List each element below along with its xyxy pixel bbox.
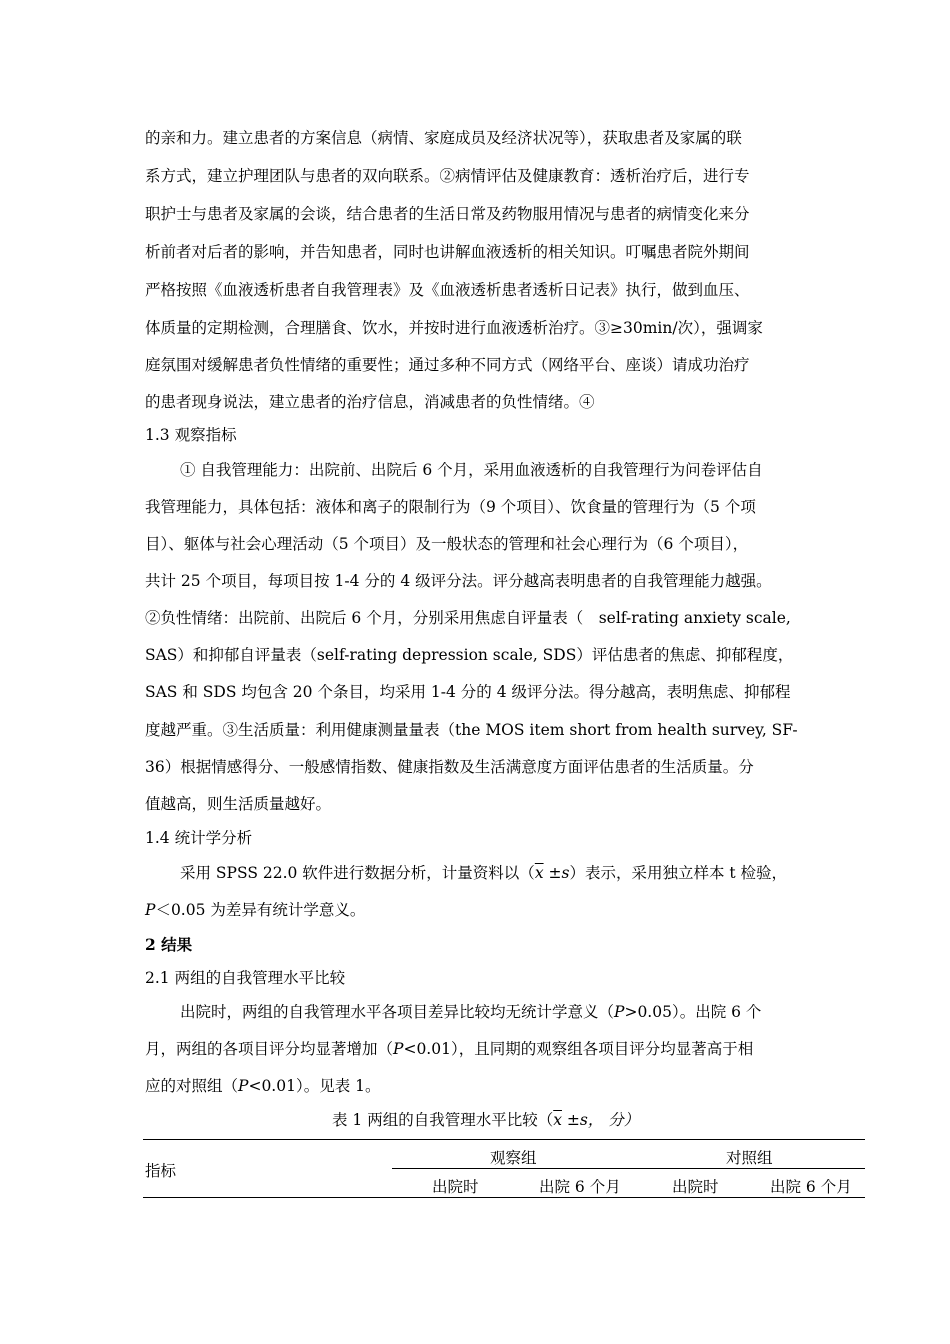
p-symbol: P — [393, 1040, 404, 1058]
text: <0.01），且同期的观察组各项目评分均显著高于相 — [403, 1040, 754, 1058]
table-subheader: 出院时 — [432, 1178, 479, 1196]
text-line: 析前者对后者的影响，并告知患者，同时也讲解血液透析的相关知识。叮嘱患者院外期间 — [145, 243, 750, 261]
text: 出院时，两组的自我管理水平各项目差异比较均无统计学意义（ — [180, 1003, 615, 1021]
text-line: 严格按照《血液透析患者自我管理表》及《血液透析患者透析日记表》执行，做到血压、 — [145, 281, 750, 299]
table-subheader: 出院时 — [672, 1178, 719, 1196]
table-header-group1: 观察组 — [490, 1149, 537, 1167]
p-symbol: P — [614, 1003, 625, 1021]
text: ）表示，采用独立样本 t 检验， — [569, 864, 788, 882]
table-caption — [332, 1108, 639, 1130]
p-symbol: P — [145, 901, 156, 919]
result-line-2 — [145, 1037, 753, 1059]
mean-symbol: $\overline{x}$ — [553, 1111, 562, 1129]
text-line: SAS）和抑郁自评量表（self-rating depression scale, SDS）评估患者的焦虑、抑郁程度， — [145, 646, 794, 664]
mean-symbol: $\overline{x}$ — [534, 864, 544, 882]
text-line: 系方式，建立护理团队与患者的双向联系。②病情评估及健康教育：透析治疗后，进行专 — [145, 167, 750, 185]
table-subheader: 出院 6 个月 — [539, 1178, 621, 1196]
text-line: 庭氛围对缓解患者负性情绪的重要性；通过多种不同方式（网络平台、座谈）请成功治疗 — [145, 356, 750, 374]
section-heading-1-3: 1.3 观察指标 — [145, 426, 237, 444]
text: 采用 SPSS 22.0 软件进行数据分析，计量资料以（ — [180, 864, 535, 882]
text-line: ① 自我管理能力：出院前、出院后 6 个月，采用血液透析的自我管理行为问卷评估自 — [180, 461, 763, 479]
text: >0.05）。出院 6 个 — [624, 1003, 762, 1021]
sd-symbol: ±s — [543, 864, 570, 882]
text-line: ②负性情绪：出院前、出院后 6 个月，分别采用焦虑自评量表（ self-rating anxiety scale, — [145, 609, 791, 627]
text-line: 值越高，则生活质量越好。 — [145, 795, 332, 813]
text-line: 目）、躯体与社会心理活动（5 个项目）及一般状态的管理和社会心理行为（6 个项目）， — [145, 535, 749, 553]
text-line: SAS 和 SDS 均包含 20 个条目，均采用 1-4 分的 4 级评分法。得分越高，表明焦虑、抑郁程 — [145, 683, 791, 701]
p-symbol: P — [238, 1077, 249, 1095]
table-group-rule — [392, 1168, 865, 1169]
text-line: 共计 25 个项目，每项目按 1-4 分的 4 级评分法。评分越高表明患者的自我管理能力越强。 — [145, 572, 772, 590]
text-line: 职护士与患者及家属的会谈，结合患者的生活日常及药物服用情况与患者的病情变化来分 — [145, 205, 750, 223]
result-line-3 — [145, 1074, 381, 1096]
text-line: 度越严重。③生活质量：利用健康测量量表（the MOS item short from health survey, SF- — [145, 721, 798, 739]
sd-symbol: ±s， 分） — [561, 1111, 640, 1129]
text-line: 体质量的定期检测，合理膳食、饮水，并按时进行血液透析治疗。③≥30min/次），强调家 — [145, 319, 763, 337]
text: 月，两组的各项目评分均显著增加（ — [145, 1040, 394, 1058]
table-header-group2: 对照组 — [726, 1149, 773, 1167]
text-line: 的患者现身说法，建立患者的治疗信息，消减患者的负性情绪。④ — [145, 393, 595, 411]
text: ＜0.05 为差异有统计学意义。 — [155, 901, 366, 919]
table-subheader: 出院 6 个月 — [770, 1178, 852, 1196]
text-line: 的亲和力。建立患者的方案信息（病情、家庭成员及经济状况等），获取患者及家属的联 — [145, 129, 742, 147]
table-top-rule — [143, 1139, 865, 1140]
text: 表 1 两组的自我管理水平比较（ — [332, 1111, 554, 1129]
table-header-index: 指标 — [145, 1162, 177, 1180]
result-line-1 — [180, 1000, 761, 1022]
section-heading-2-1: 2.1 两组的自我管理水平比较 — [145, 969, 346, 987]
text-line: 我管理能力，具体包括：液体和离子的限制行为（9 个项目）、饮食量的管理行为（5 个项 — [145, 498, 756, 516]
stat-line-2 — [145, 898, 365, 920]
text-line: 36）根据情感得分、一般感情指数、健康指数及生活满意度方面评估患者的生活质量。分 — [145, 758, 754, 776]
table-header-bottom-rule — [143, 1197, 865, 1198]
stat-line-1 — [180, 861, 787, 883]
text: <0.01）。见表 1。 — [248, 1077, 381, 1095]
section-heading-1-4: 1.4 统计学分析 — [145, 829, 253, 847]
text: 应的对照组（ — [145, 1077, 239, 1095]
section-heading-2: 2 结果 — [145, 935, 193, 954]
